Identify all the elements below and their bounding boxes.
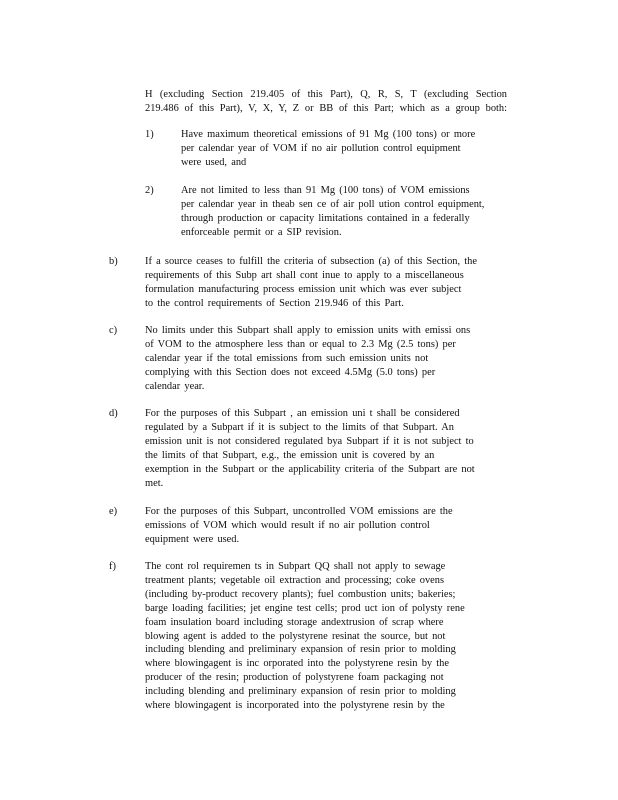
item-b-text: [145, 255, 507, 311]
sub-item-2-text: [181, 184, 503, 240]
item-label-f: f): [109, 561, 116, 572]
text-line: were used, and: [181, 156, 247, 168]
text-line: per calendar year of VOM if no air pollution control equipment: [181, 142, 461, 154]
text-line: including blending and preliminary expansion of resin prior to molding: [145, 644, 456, 656]
text-line: requirements of this Subp art shall cont inue to apply to a miscellaneous: [145, 269, 464, 281]
item-label-d: d): [109, 408, 118, 419]
intro-paragraph: [145, 88, 507, 116]
text-line: Have maximum theoretical emissions of 91 Mg (100 tons) or more: [181, 129, 476, 140]
text-line: emissions of VOM which would result if no air pollution control: [145, 519, 430, 531]
text-line: 219.486 of this Part), V, X, Y, Z or BB of this Part; which as a group both:: [145, 102, 507, 114]
text-line: For the purposes of this Subpart , an emission uni t shall be considered: [145, 408, 460, 419]
text-line: blowing agent is added to the polystyrene resinat the source, but not: [145, 630, 446, 642]
text-line: foam insulation board including storage andextrusion of scrap where: [145, 616, 444, 628]
text-line: H (excluding Section 219.405 of this Part), Q, R, S, T (excluding Section: [145, 89, 507, 100]
text-line: equipment were used.: [145, 533, 240, 545]
text-line: (including by-product recovery plants); fuel combustion units; bakeries;: [145, 588, 456, 600]
item-label-c: c): [109, 325, 118, 336]
text-line: met.: [145, 477, 164, 489]
text-line: Are not limited to less than 91 Mg (100 tons) of VOM emissions: [181, 185, 470, 196]
text-line: treatment plants; vegetable oil extraction and processing; coke ovens: [145, 574, 445, 586]
text-line: enforceable permit or a SIP revision.: [181, 226, 342, 238]
text-line: If a source ceases to fulfill the criteria of subsection (a) of this Section, the: [145, 256, 477, 267]
text-line: The cont rol requiremen ts in Subpart QQ shall not apply to sewage: [145, 561, 446, 572]
text-line: formulation manufacturing process emission unit which was ever subject: [145, 283, 462, 295]
text-line: complying with this Section does not exceed 4.5Mg (5.0 tons) per: [145, 366, 436, 378]
text-line: the limits of that Subpart, e.g., the emission unit is covered by an: [145, 449, 435, 461]
sub-item-1-text: [181, 128, 503, 170]
item-c-text: [145, 324, 507, 394]
text-line: calendar year.: [145, 380, 205, 392]
item-label-e: e): [109, 506, 118, 517]
text-line: regulated by a Subpart if it is subject to the limits of that Subpart. An: [145, 421, 454, 433]
sub-item-number: 2): [145, 185, 154, 196]
text-line: through production or capacity limitations contained in a federally: [181, 212, 470, 224]
text-line: For the purposes of this Subpart, uncontrolled VOM emissions are the: [145, 506, 453, 517]
text-line: including blending and preliminary expansion of resin prior to molding: [145, 686, 456, 698]
item-f-text: [145, 560, 507, 713]
text-line: No limits under this Subpart shall apply to emission units with emissi ons: [145, 325, 471, 336]
text-line: emission unit is not considered regulated bya Subpart if it is not subject to: [145, 435, 474, 447]
text-line: producer of the resin; production of polystyrene foam packaging not: [145, 672, 444, 684]
text-line: where blowingagent is incorporated into the polystyrene resin by the: [145, 700, 445, 712]
text-line: per calendar year in theab sen ce of air poll ution control equipment,: [181, 198, 485, 210]
text-line: to the control requirements of Section 219.946 of this Part.: [145, 297, 404, 309]
text-line: of VOM to the atmosphere less than or equal to 2.3 Mg (2.5 tons) per: [145, 338, 456, 350]
item-e-text: [145, 505, 507, 547]
sub-item-number: 1): [145, 129, 154, 140]
text-line: where blowingagent is inc orporated into the polystyrene resin by the: [145, 658, 449, 670]
text-line: calendar year if the total emissions from such emission units not: [145, 352, 429, 364]
text-line: barge loading facilities; jet engine test cells; prod uct ion of polysty rene: [145, 602, 465, 614]
item-d-text: [145, 407, 507, 490]
item-label-b: b): [109, 256, 118, 267]
text-line: exemption in the Subpart or the applicability criteria of the Subpart are not: [145, 463, 475, 475]
